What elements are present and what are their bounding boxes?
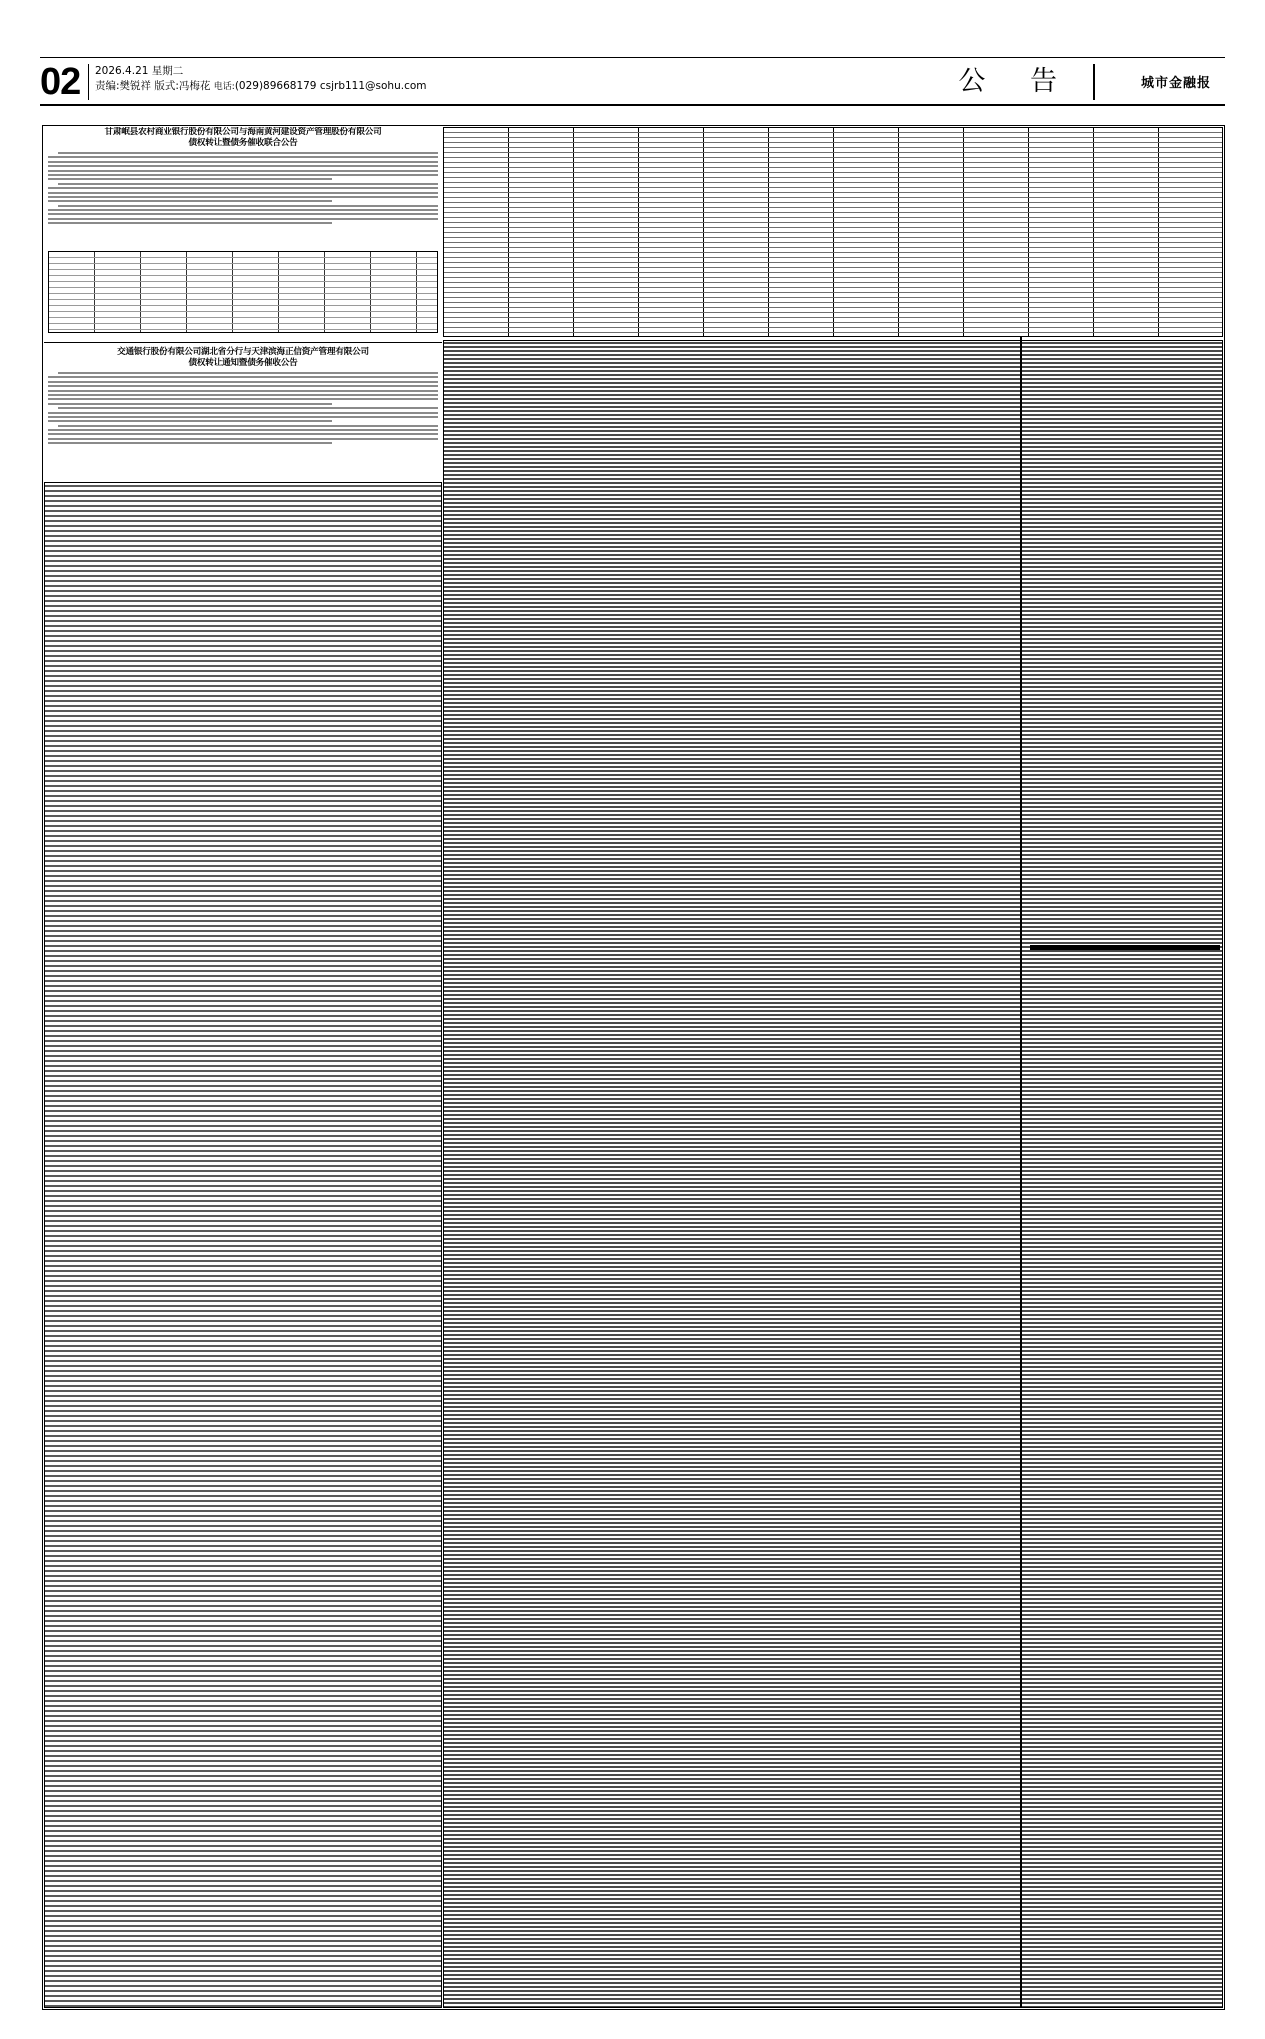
table-separator-bar — [1030, 945, 1220, 950]
notice-2-debt-table-right — [443, 340, 1223, 2008]
date-line: 2026.4.21 星期二 — [95, 65, 184, 77]
masthead — [40, 58, 1225, 108]
issue-meta — [95, 64, 427, 95]
notice-1-title-line-1: 甘肃岷县农村商业银行股份有限公司与海南黄河建设资产管理股份有限公司 — [104, 127, 382, 137]
notice-1-debt-table — [48, 251, 438, 333]
brand-divider — [1093, 64, 1095, 100]
notice-2-title-line-2: 债权转让通知暨债务催收公告 — [188, 358, 298, 368]
notice-2 — [44, 342, 442, 482]
notice-1-body-text — [44, 152, 442, 247]
notice-1-title-line-2: 债权转让暨债务催收联合公告 — [188, 138, 298, 148]
editors-contact-line — [95, 79, 427, 95]
notice-2-debt-table-left — [44, 482, 442, 2008]
header-bottom-rule — [40, 104, 1225, 106]
meta-divider — [88, 64, 89, 100]
phone-label: 电话: — [213, 82, 235, 92]
page-number: 02 — [40, 61, 81, 103]
section-title: 公 告 — [958, 66, 1075, 97]
table-column-break — [1020, 337, 1022, 2008]
notice-2-body-text — [44, 372, 442, 472]
editors-line: 责编:樊锐祥 版式:冯梅花 — [95, 80, 211, 92]
phone-number: (029)89668179 — [234, 80, 317, 92]
notice-1 — [44, 127, 442, 340]
notice-2-title-line-1: 交通银行股份有限公司湖北省分行与天津滨海正信资产管理有限公司 — [117, 347, 369, 357]
newspaper-brand: 城市金融报 — [1140, 76, 1211, 91]
email-address: csjrb111@sohu.com — [319, 80, 427, 92]
notice-1-continued-table — [443, 127, 1223, 337]
